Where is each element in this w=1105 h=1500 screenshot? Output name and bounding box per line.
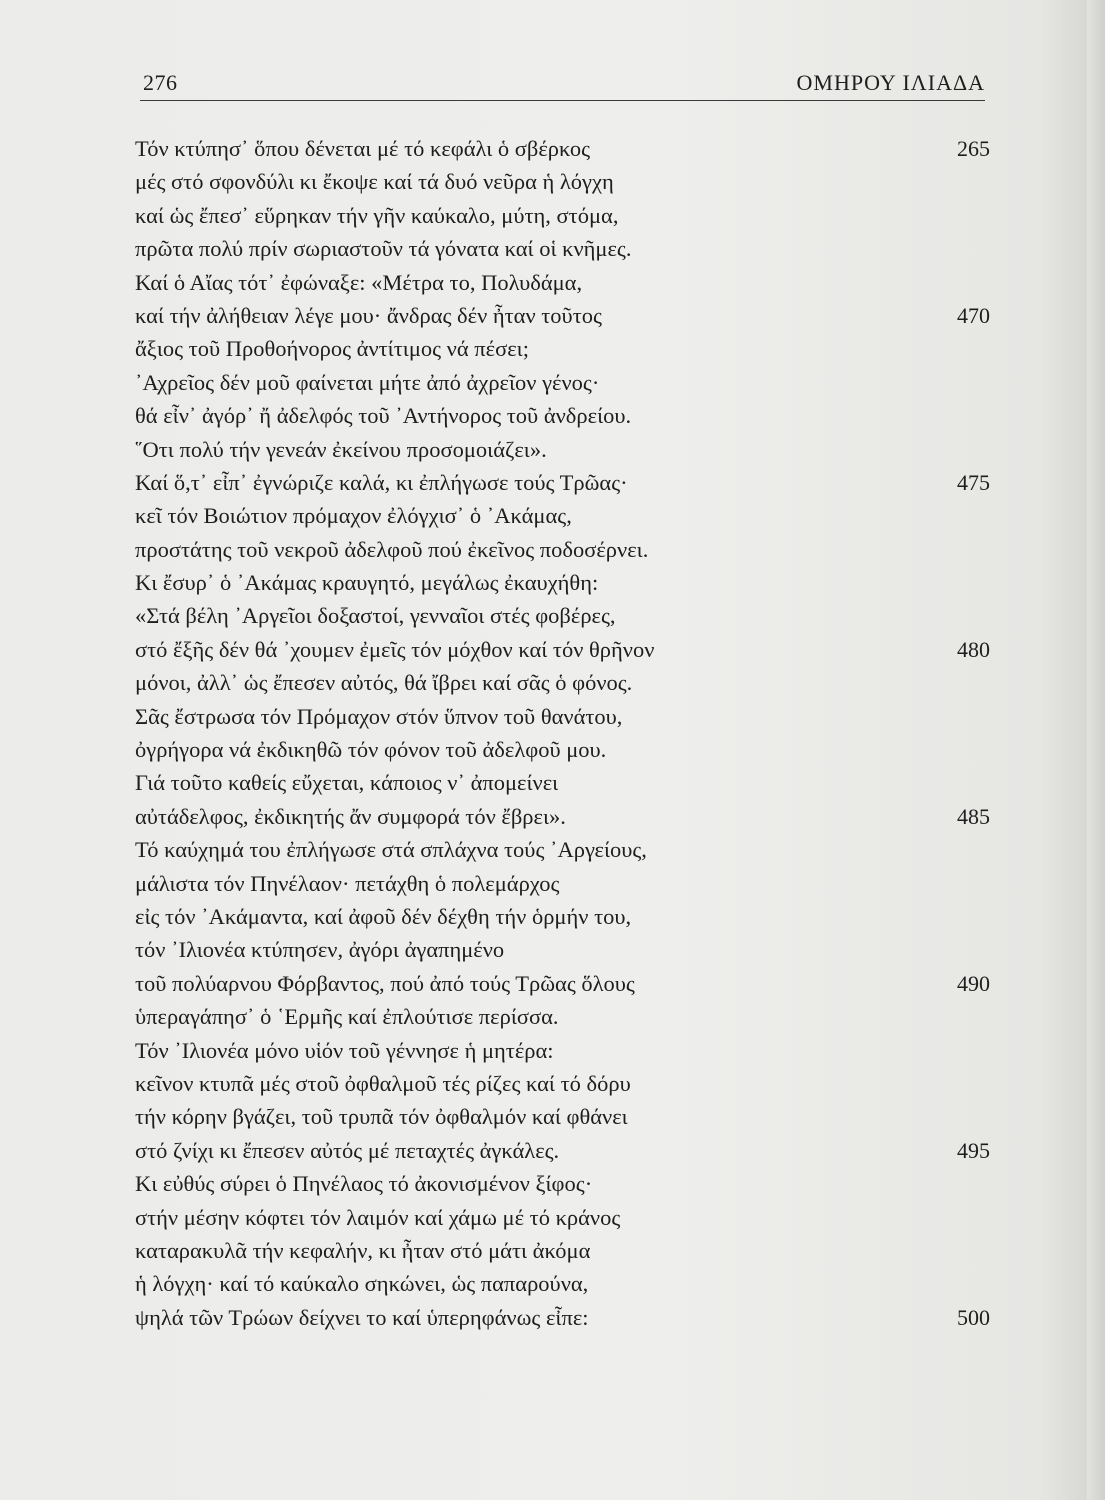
verse-text: ῞Οτι πολύ τήν γενεάν ἐκείνου προσομοιάζει». bbox=[135, 436, 547, 462]
verse-line bbox=[135, 1000, 990, 1033]
line-number: 490 bbox=[957, 970, 990, 996]
verse-line bbox=[135, 433, 990, 466]
verse-list bbox=[135, 132, 990, 1334]
verse-text: ὑπεραγάπησ᾽ ὁ ῾Ερμῆς καί ἐπλούτισε περίσσα. bbox=[135, 1004, 559, 1030]
verse-line bbox=[135, 700, 990, 733]
verse-line bbox=[135, 199, 990, 232]
verse-text: ᾽Αχρεῖος δέν μοῦ φαίνεται μήτε ἀπό ἀχρεῖον γένος· bbox=[135, 369, 600, 395]
verse-line bbox=[135, 900, 990, 933]
verse-text: ἄξιος τοῦ Προθοήνορος ἀντίτιμος νά πέσει; bbox=[135, 336, 529, 362]
verse-line bbox=[135, 633, 990, 666]
line-number: 480 bbox=[957, 636, 990, 662]
verse-text: Καί ὅ,τ᾽ εἶπ᾽ ἐγνώριζε καλά, κι ἐπλήγωσε τούς Τρῶας· bbox=[135, 469, 628, 495]
line-number: 485 bbox=[957, 803, 990, 829]
verse-text: αὐτάδελφος, ἐκδικητής ἄν συμφορά τόν ἔβρει». bbox=[135, 803, 566, 829]
verse-line bbox=[135, 1034, 990, 1067]
verse-text: καί τήν ἀλήθειαν λέγε μου· ἄνδρας δέν ἦταν τοῦτος bbox=[135, 302, 602, 328]
verse-text: τόν ᾽Ιλιονέα κτύπησεν, ἀγόρι ἀγαπημένο bbox=[135, 937, 505, 963]
verse-text: Σᾶς ἔστρωσα τόν Πρόμαχον στόν ὕπνον τοῦ θανάτου, bbox=[135, 703, 623, 729]
verse-text: στήν μέσην κόφτει τόν λαιμόν καί χάμω μέ τό κράνος bbox=[135, 1204, 621, 1230]
verse-line bbox=[135, 1100, 990, 1133]
verse-text: «Στά βέλη ᾽Αργεῖοι δοξαστοί, γενναῖοι στές φοβέρες, bbox=[135, 603, 616, 629]
verse-line bbox=[135, 499, 990, 532]
verse-line bbox=[135, 1234, 990, 1267]
verse-text: ἡ λόγχη· καί τό καύκαλο σηκώνει, ὡς παπαρούνα, bbox=[135, 1271, 589, 1297]
verse-text: εἰς τόν ᾽Ακάμαντα, καί ἀφοῦ δέν δέχθη τήν ὁρμήν του, bbox=[135, 903, 632, 929]
verse-text: καταρακυλᾶ τήν κεφαλήν, κι ἦταν στό μάτι ἀκόμα bbox=[135, 1237, 591, 1263]
verse-text: κεῖνον κτυπᾶ μές στοῦ ὀφθαλμοῦ τές ρίζες καί τό δόρυ bbox=[135, 1070, 631, 1096]
line-number: 265 bbox=[957, 136, 990, 161]
verse-line bbox=[135, 466, 990, 499]
verse-text: τήν κόρην βγάζει, τοῦ τρυπᾶ τόν ὀφθαλμόν καί φθάνει bbox=[135, 1104, 628, 1130]
verse-line bbox=[135, 666, 990, 699]
verse-line bbox=[135, 1067, 990, 1100]
verse-line bbox=[135, 332, 990, 365]
verse-text: μάλιστα τόν Πηνέλαον· πετάχθη ὁ πολεμάρχος bbox=[135, 870, 560, 896]
verse-line bbox=[135, 1167, 990, 1200]
verse-text: Τόν κτύπησ᾽ ὅπου δένεται μέ τό κεφάλι ὁ σβέρκος bbox=[135, 136, 590, 161]
verse-line bbox=[135, 833, 990, 866]
verse-line bbox=[135, 399, 990, 432]
verse-text: στό ζνίχι κι ἔπεσεν αὐτός μέ πεταχτές ἀγκάλες. bbox=[135, 1137, 560, 1163]
verse-text: ψηλά τῶν Τρώων δείχνει το καί ὑπερηφάνως εἶπε: bbox=[135, 1304, 589, 1330]
verse-line bbox=[135, 366, 990, 399]
verse-line bbox=[135, 766, 990, 799]
verse-text: τοῦ πολύαρνου Φόρβαντος, πού ἀπό τούς Τρῶας ὅλους bbox=[135, 970, 635, 996]
verse-line bbox=[135, 266, 990, 299]
verse-text: Κι εὐθύς σύρει ὁ Πηνέλαος τό ἀκονισμένον ξίφος· bbox=[135, 1171, 593, 1197]
verse-text: μές στό σφονδύλι κι ἔκοψε καί τά δυό νεῦρα ἡ λόγχη bbox=[135, 169, 614, 195]
verse-text: καί ὡς ἔπεσ᾽ εὕρηκαν τήν γῆν καύκαλο, μύτη, στόμα, bbox=[135, 202, 619, 228]
line-number: 500 bbox=[957, 1304, 990, 1330]
verse-line bbox=[135, 933, 990, 966]
verse-text: Τό καύχημά του ἐπλήγωσε στά σπλάχνα τούς ᾽Αργείους, bbox=[135, 837, 647, 863]
verse-line bbox=[135, 800, 990, 833]
verse-line bbox=[135, 1134, 990, 1167]
verse-line bbox=[135, 967, 990, 1000]
verse-text: Καί ὁ Αἴας τότ᾽ ἐφώναξε: «Μέτρα το, Πολυδάμα, bbox=[135, 269, 583, 295]
verse-text: κεῖ τόν Βοιώτιον πρόμαχον ἐλόγχισ᾽ ὁ ᾽Ακάμας, bbox=[135, 503, 572, 529]
page-edge-shadow bbox=[1087, 0, 1105, 1500]
verse-line bbox=[135, 533, 990, 566]
line-number: 470 bbox=[957, 302, 990, 328]
line-number: 475 bbox=[957, 469, 990, 495]
verse-text: προστάτης τοῦ νεκροῦ ἀδελφοῦ πού ἐκεῖνος ποδοσέρνει. bbox=[135, 536, 649, 562]
verse-text: μόνοι, ἀλλ᾽ ὡς ἔπεσεν αὐτός, θά ἴβρει καί σᾶς ὁ φόνος. bbox=[135, 670, 633, 696]
verse-line bbox=[135, 165, 990, 198]
verse-line bbox=[135, 132, 990, 165]
verse-text: στό ἔξῆς δέν θά ᾽χουμεν ἐμεῖς τόν μόχθον καί τόν θρῆνον bbox=[135, 636, 655, 662]
verse-text: πρῶτα πολύ πρίν σωριαστοῦν τά γόνατα καί οἱ κνῆμες. bbox=[135, 236, 632, 262]
verse-line bbox=[135, 232, 990, 265]
verse-line bbox=[135, 599, 990, 632]
verse-text: θά εἶν᾽ ἀγόρ᾽ ἤ ἀδελφός τοῦ ᾽Αντήνορος τοῦ ἀνδρείου. bbox=[135, 403, 632, 429]
line-number: 495 bbox=[957, 1137, 990, 1163]
page-number: 276 bbox=[143, 70, 178, 95]
verse-line bbox=[135, 566, 990, 599]
header-rule bbox=[140, 100, 985, 101]
verse-text: Τόν ᾽Ιλιονέα μόνο υἱόν τοῦ γέννησε ἡ μητέρα: bbox=[135, 1037, 554, 1063]
verse-line bbox=[135, 1267, 990, 1300]
verse-line bbox=[135, 1201, 990, 1234]
verse-text: Κι ἔσυρ᾽ ὁ ᾽Ακάμας κραυγητό, μεγάλως ἐκαυχήθη: bbox=[135, 570, 599, 596]
running-title: ΟΜΗΡΟΥ ΙΛΙΑΔΑ bbox=[796, 70, 985, 95]
verse-line bbox=[135, 299, 990, 332]
verse-line bbox=[135, 867, 990, 900]
verse-text: Γιά τοῦτο καθείς εὔχεται, κάποιος ν᾽ ἀπομείνει bbox=[135, 770, 559, 796]
verse-text: ὀγρήγορα νά ἐκδικηθῶ τόν φόνον τοῦ ἀδελφοῦ μου. bbox=[135, 737, 607, 763]
verse-line bbox=[135, 733, 990, 766]
verse-line bbox=[135, 1301, 990, 1334]
